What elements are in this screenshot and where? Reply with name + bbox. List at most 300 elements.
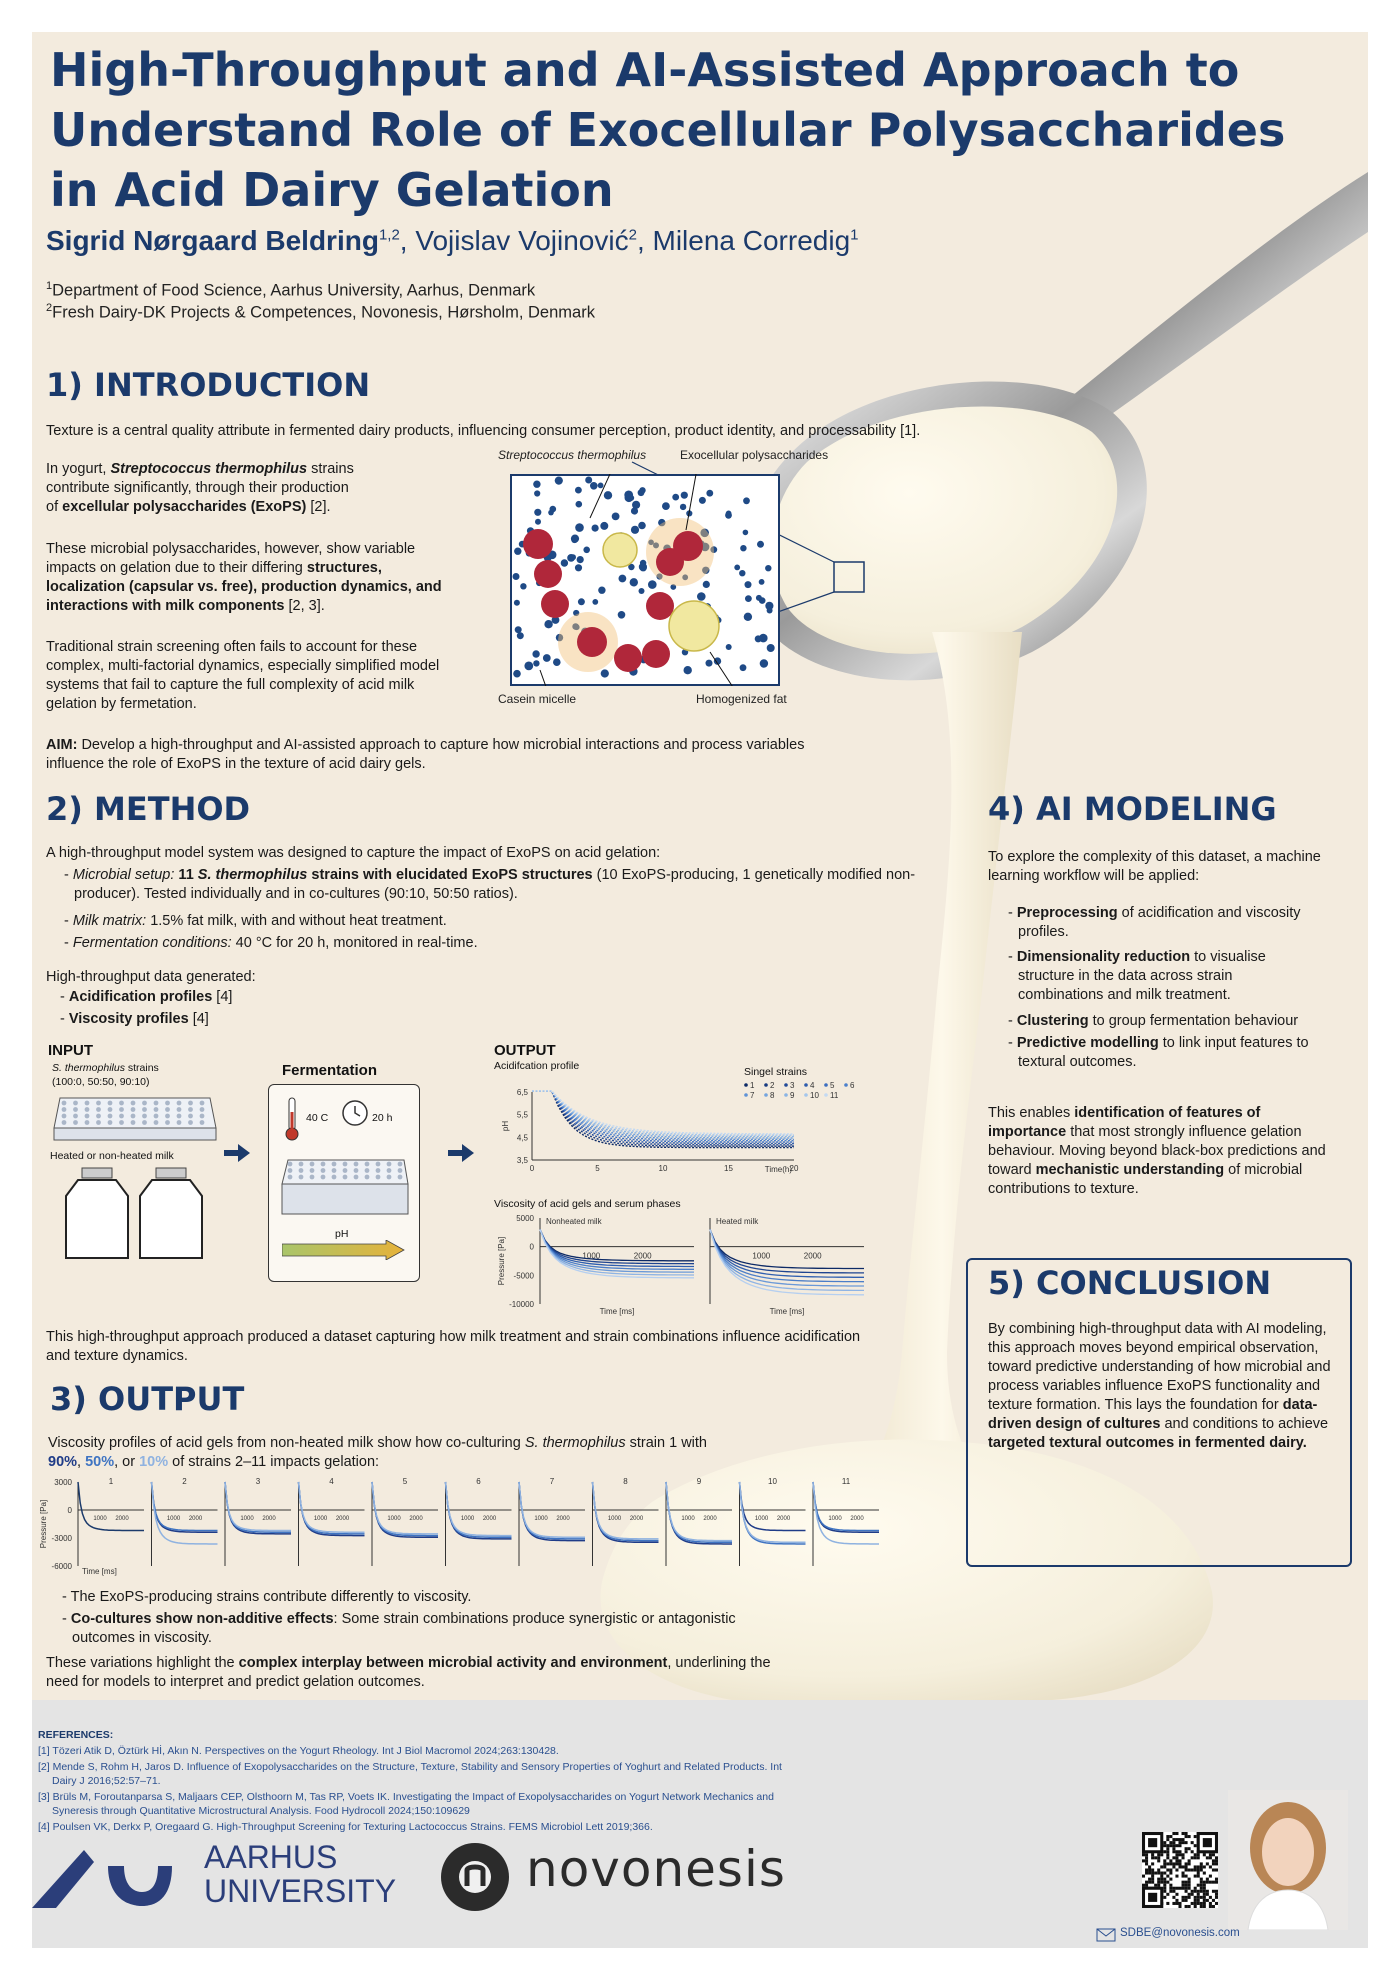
visc-ylabel: Pressure [Pa] [497, 1236, 506, 1286]
output-b2-text: : Some strain combinations produce synergistic or antagonistic outcomes in viscosity. [72, 1611, 736, 1646]
ai-item-4: - Predictive modelling to link input features to textural outcomes. [1008, 1035, 1309, 1070]
qr-module [1185, 1868, 1188, 1871]
visc-panel-title: Heated milk [716, 1217, 759, 1226]
qr-module [1215, 1862, 1218, 1865]
thermometer-icon [282, 1096, 302, 1142]
plate-well [119, 1101, 124, 1106]
panel-series [666, 1482, 732, 1542]
qr-module [1194, 1905, 1197, 1908]
plate-well [119, 1107, 124, 1112]
qr-module [1188, 1887, 1191, 1890]
plate-well [387, 1162, 392, 1167]
casein-particle [726, 644, 732, 650]
casein-particle [759, 634, 768, 643]
panel-series [813, 1482, 879, 1544]
hd-item-2: - Viscosity profiles [4] [60, 1011, 209, 1027]
intro-lead: Texture is a central quality attribute in fermented dairy products, influencing consumer perception, product identity, and processability [1]. [46, 423, 921, 439]
qr-module [1157, 1853, 1160, 1856]
casein-particle [612, 513, 620, 521]
qr-module [1212, 1899, 1215, 1902]
plate-well [299, 1162, 304, 1167]
casein-particle [624, 491, 633, 500]
ai-i2-text: to visualise structure in the data across strain combinations and milk treatment. [1018, 949, 1266, 1003]
qr-module [1209, 1881, 1212, 1884]
qr-module [1203, 1902, 1206, 1905]
qr-module [1172, 1890, 1175, 1893]
visc-ytick: -10000 [509, 1300, 534, 1309]
casein-particle [630, 578, 638, 586]
qr-module [1206, 1878, 1209, 1881]
qr-module [1169, 1844, 1172, 1847]
casein-particle [740, 664, 747, 671]
qr-module [1200, 1868, 1203, 1871]
aarhus-line-1: AARHUS [204, 1839, 338, 1875]
plate-well [365, 1168, 370, 1173]
plate-well [188, 1101, 193, 1106]
casein-particle [648, 580, 657, 589]
milk-bottle-icon-2 [132, 1166, 212, 1262]
ai-i4-text: to link input features to textural outcomes. [1018, 1035, 1309, 1070]
acid-legend-marker [784, 1093, 788, 1097]
qr-module [1212, 1853, 1215, 1856]
qr-module [1203, 1884, 1206, 1887]
viscosity-chart [494, 1212, 914, 1322]
qr-module [1151, 1862, 1154, 1865]
plate-well [154, 1114, 159, 1119]
panel-label: 2 [182, 1477, 187, 1486]
qr-module [1197, 1890, 1200, 1893]
ai-p-bold-2: mechanistic understanding [1035, 1162, 1225, 1178]
visc-xtick: 2000 [633, 1251, 652, 1261]
plate-well [62, 1114, 67, 1119]
qr-module [1200, 1865, 1203, 1868]
input-title: INPUT [48, 1042, 93, 1059]
casein-particle [706, 660, 713, 667]
qr-module [1215, 1859, 1218, 1862]
qr-module [1166, 1850, 1169, 1853]
casein-particle [550, 506, 557, 513]
ai-item-1: - Preprocessing of acidification and viscosity profiles. [1008, 905, 1301, 940]
qr-module [1166, 1875, 1169, 1878]
casein-particle [745, 581, 752, 588]
acid-series-11 [532, 1091, 794, 1134]
conclusion-t1: By combining high-throughput data with AI modeling, this approach moves beyond empirical observation, toward predictive understanding of how microbial and process variables influence ExoPS functionality and texture formation. This lays the foundation for [988, 1321, 1331, 1413]
visc-xtick: 1000 [582, 1251, 601, 1261]
panel-series [299, 1482, 365, 1532]
plate-well [310, 1168, 315, 1173]
qr-module [1197, 1902, 1200, 1905]
ai-i3-text: to group fermentation behaviour [1088, 1013, 1299, 1029]
plate-well [188, 1120, 193, 1125]
plate-well [108, 1120, 113, 1125]
ai-p-c: that most strongly influence gelation behaviour. Moving beyond black-box predictions and toward [988, 1124, 1326, 1178]
acid-xtick: 0 [529, 1164, 535, 1173]
ai-i4-bold: Predictive modelling [1016, 1035, 1159, 1051]
panel-xtick: 1000 [607, 1516, 622, 1522]
casein-particle [575, 523, 584, 532]
qr-module [1163, 1872, 1166, 1875]
acid-series-6 [532, 1091, 794, 1141]
author-1: Sigrid Nørgaard Beldring [46, 225, 379, 256]
panel-xtick: 1000 [681, 1516, 695, 1522]
milk-bottle-icon [58, 1166, 138, 1262]
plate-well [354, 1168, 359, 1173]
qr-module [1166, 1853, 1169, 1856]
qr-module [1175, 1875, 1178, 1878]
qr-module [1166, 1868, 1169, 1871]
qr-module [1160, 1875, 1163, 1878]
qr-module [1191, 1868, 1194, 1871]
visc-series [710, 1230, 864, 1269]
qr-module [1166, 1862, 1169, 1865]
qr-module [1166, 1902, 1169, 1905]
ai-i3-bold: Clustering [1016, 1013, 1089, 1029]
casein-particle [532, 650, 539, 657]
casein-particle [575, 487, 582, 494]
qr-module [1142, 1853, 1145, 1856]
ai-item-3: - Clustering to group fermentation behaviour [1008, 1013, 1299, 1029]
panels-ytick: 0 [67, 1506, 72, 1515]
qr-module [1142, 1859, 1145, 1862]
qr-module [1185, 1832, 1188, 1835]
output-lead [48, 1434, 848, 1472]
qr-module [1200, 1902, 1203, 1905]
casein-particle [514, 600, 520, 606]
output-lead-b: strain 1 with [625, 1435, 707, 1451]
qr-module [1197, 1853, 1200, 1856]
qr-module [1160, 1865, 1163, 1868]
qr-module [1175, 1902, 1178, 1905]
author-3: , Milena Corredig [636, 225, 851, 256]
panel-series [813, 1482, 879, 1531]
plate-well [154, 1101, 159, 1106]
qr-module [1178, 1859, 1181, 1862]
qr-module [1206, 1899, 1209, 1902]
plate-well [365, 1175, 370, 1180]
qr-module [1182, 1865, 1185, 1868]
qr-module [1212, 1881, 1215, 1884]
qr-module [1172, 1862, 1175, 1865]
affiliation-1-sup: 1 [46, 280, 53, 292]
acid-xtick: 20 [789, 1164, 799, 1173]
qr-module [1200, 1884, 1203, 1887]
qr-module [1194, 1835, 1197, 1838]
qr-module [1215, 1890, 1218, 1893]
casein-particle [681, 492, 688, 499]
qr-module [1194, 1865, 1197, 1868]
visc-xlabel: Time [ms] [599, 1307, 635, 1316]
casein-particle [513, 573, 520, 580]
method-bullet-3: - Fermentation conditions: 40 °C for 20 h, monitored in real-time. [64, 935, 478, 951]
title-line-1: High-Throughput and AI-Assisted Approach to [50, 43, 1240, 97]
visc-xtick: 2000 [803, 1251, 822, 1261]
plate-well [62, 1101, 67, 1106]
output-bullet-1: - The ExoPS-producing strains contribute differently to viscosity. [62, 1589, 472, 1605]
qr-module [1182, 1899, 1185, 1902]
qr-module [1194, 1887, 1197, 1890]
aarhus-logo [32, 1836, 172, 1916]
plate-well [119, 1114, 124, 1119]
plate-well [288, 1162, 293, 1167]
casein-particle [760, 659, 768, 667]
qr-module [1194, 1868, 1197, 1871]
qr-module [1151, 1853, 1154, 1856]
qr-module [1151, 1868, 1154, 1871]
panel-series [152, 1482, 218, 1544]
qr-module [1188, 1835, 1191, 1838]
label-exops: Exocellular polysaccharides [680, 448, 829, 462]
ai-item-2: - Dimensionality reduction to visualise structure in the data across strain combinations and milk treatment. [1008, 949, 1266, 1003]
panel-xtick: 2000 [703, 1516, 717, 1522]
casein-particle [743, 530, 749, 536]
ferm-temp: 40 C [306, 1112, 329, 1124]
panel-series [740, 1482, 806, 1531]
casein-particle [533, 660, 539, 666]
method-b3-text: 40 °C for 20 h, monitored in real-time. [231, 935, 478, 951]
qr-module [1212, 1890, 1215, 1893]
output-lead-species: S. thermophilus [524, 1435, 626, 1451]
aim-label: AIM: [46, 737, 78, 753]
affiliation-1-text: Department of Food Science, Aarhus University, Aarhus, Denmark [52, 281, 536, 300]
qr-module [1188, 1893, 1191, 1896]
intro-p2-a: These microbial polysaccharides, however, show variable impacts on gelation due to their differing [46, 541, 416, 576]
qr-module [1154, 1884, 1157, 1887]
qr-module [1157, 1856, 1160, 1859]
aim-text: Develop a high-throughput and AI-assisted approach to capture how microbial interactions and process variables influence the role of ExoPS in the texture of acid dairy gels. [46, 737, 805, 772]
qr-module [1175, 1856, 1178, 1859]
qr-module [1191, 1850, 1194, 1853]
qr-module [1145, 1859, 1148, 1862]
qr-module [1163, 1865, 1166, 1868]
plate-well [343, 1175, 348, 1180]
output-close-b: , underlining the need for models to interpret and predict gelation outcomes. [46, 1655, 771, 1690]
output-closing [46, 1654, 806, 1692]
casein-particle [618, 611, 626, 619]
plate-well [85, 1107, 90, 1112]
plate-well [85, 1114, 90, 1119]
qr-module [1194, 1875, 1197, 1878]
qr-module [1215, 1878, 1218, 1881]
casein-particle [534, 509, 541, 516]
qr-module [1200, 1887, 1203, 1890]
qr-module [1151, 1856, 1154, 1859]
panel-label: 7 [549, 1477, 555, 1486]
plate-well [131, 1120, 136, 1125]
plate-well [165, 1114, 170, 1119]
well-plate-icon [50, 1094, 218, 1144]
qr-module [1200, 1890, 1203, 1893]
plate-well [354, 1175, 359, 1180]
intro-paragraph-1 [46, 460, 356, 517]
acid-legend-marker [824, 1083, 828, 1087]
affiliation-2-sup: 2 [46, 302, 53, 314]
method-lead: A high-throughput model system was designed to capture the impact of ExoPS on acid gelation: [46, 845, 661, 861]
qr-module [1188, 1896, 1191, 1899]
qr-module [1212, 1905, 1215, 1908]
qr-module [1203, 1893, 1206, 1896]
plate-well [154, 1107, 159, 1112]
visc-panel-title: Nonheated milk [546, 1217, 602, 1226]
casein-particle [533, 481, 540, 488]
qr-module [1209, 1853, 1212, 1856]
author-2: , Vojislav Vojinović [399, 225, 629, 256]
panel-xtick: 2000 [188, 1516, 203, 1522]
qr-module [1178, 1862, 1181, 1865]
contact-email[interactable]: SDBE@novonesis.com [1120, 1927, 1240, 1939]
qr-module [1166, 1881, 1169, 1884]
ai-p-bold-1: identification of features of importance [988, 1105, 1261, 1140]
qr-module [1182, 1838, 1185, 1841]
qr-module [1182, 1884, 1185, 1887]
qr-module [1154, 1856, 1157, 1859]
plate-well [288, 1175, 293, 1180]
plate-well [376, 1168, 381, 1173]
panel-xtick: 1000 [166, 1516, 181, 1522]
qr-module [1169, 1872, 1172, 1875]
plate-well [200, 1114, 205, 1119]
plate-well [62, 1120, 67, 1125]
acid-legend-label: 4 [810, 1081, 815, 1090]
ai-i1-text: of acidification and viscosity profiles. [1018, 905, 1301, 940]
label-strep: Streptococcus thermophilus [498, 448, 647, 462]
qr-module [1163, 1896, 1166, 1899]
visc-xlabel: Time [ms] [769, 1307, 805, 1316]
casein-particle [619, 575, 627, 583]
acid-legend-label: 2 [770, 1081, 775, 1090]
affiliation-2 [46, 302, 595, 323]
panel-series [666, 1482, 732, 1544]
acid-legend-marker [764, 1083, 768, 1087]
title-line-2: Understand Role of Exocellular Polysaccharides [50, 103, 1286, 157]
method-bullet-2: - Milk matrix: 1.5% fat milk, with and without heat treatment. [64, 913, 447, 929]
qr-module [1178, 1905, 1181, 1908]
panel-label: 9 [696, 1477, 702, 1486]
casein-particle [535, 519, 541, 525]
plate-well [299, 1175, 304, 1180]
qr-module [1209, 1865, 1212, 1868]
qr-module [1142, 1875, 1145, 1878]
qr-module [1206, 1893, 1209, 1896]
plate-well [200, 1101, 205, 1106]
qr-module [1148, 1865, 1151, 1868]
qr-module [1157, 1868, 1160, 1871]
qr-module [1206, 1862, 1209, 1865]
qr-module [1175, 1844, 1178, 1847]
qr-module [1166, 1838, 1169, 1841]
intro-p1-species: Streptococcus thermophilus [110, 461, 308, 477]
output-close-bold: complex interplay between microbial activity and environment [238, 1655, 668, 1671]
panel-xtick: 1000 [460, 1516, 475, 1522]
panels-ytick: -6000 [51, 1562, 72, 1571]
plate-well [108, 1101, 113, 1106]
qr-module [1163, 1878, 1166, 1881]
panel-label: 3 [255, 1477, 261, 1486]
qr-module [1169, 1868, 1172, 1871]
qr-module [1194, 1902, 1197, 1905]
qr-module [1203, 1890, 1206, 1893]
output-bullet-2: - Co-cultures show non-additive effects: Some strain combinations produce synergistic or antagonistic outcomes in viscosity. [62, 1611, 736, 1646]
plate-well [200, 1120, 205, 1125]
author-2-sup: 2 [628, 226, 637, 244]
qr-module [1148, 1868, 1151, 1871]
pct-10: 10% [139, 1454, 169, 1470]
qr-module [1166, 1835, 1169, 1838]
qr-module [1185, 1850, 1188, 1853]
input-strains: strains [124, 1062, 159, 1074]
qr-module [1160, 1853, 1163, 1856]
qr-module [1182, 1856, 1185, 1859]
qr-module [1200, 1862, 1203, 1865]
panel-xtick: 2000 [850, 1516, 864, 1522]
casein-particle [734, 565, 740, 571]
qr-module [1191, 1841, 1194, 1844]
plate-well [332, 1162, 337, 1167]
qr-module [1172, 1865, 1175, 1868]
qr-module [1151, 1878, 1154, 1881]
bacteria-diagram [510, 474, 780, 686]
acid-legend-marker [804, 1093, 808, 1097]
casein-particle [638, 522, 646, 530]
conclusion-bold-2: targeted textural outcomes in fermented dairy. [988, 1435, 1307, 1451]
panel-series [152, 1482, 218, 1531]
casein-particle [767, 608, 773, 614]
panel-xtick: 2000 [776, 1516, 791, 1522]
fermentation-plate-icon [278, 1156, 412, 1220]
plate-well [177, 1120, 182, 1125]
qr-module [1182, 1832, 1185, 1835]
qr-module [1188, 1881, 1191, 1884]
casein-particle [585, 477, 592, 484]
qr-module [1188, 1868, 1191, 1871]
casein-particle [592, 525, 599, 532]
panel-xtick: 1000 [93, 1516, 107, 1522]
qr-module [1185, 1875, 1188, 1878]
qr-module [1206, 1881, 1209, 1884]
ph-gradient-arrow [282, 1240, 406, 1260]
qr-module [1188, 1859, 1191, 1862]
plate-well [85, 1101, 90, 1106]
qr-module [1212, 1868, 1215, 1871]
poster-title [50, 40, 1350, 220]
plate-well [62, 1107, 67, 1112]
casein-particle [743, 497, 750, 504]
intro-heading: 1) INTRODUCTION [46, 366, 371, 404]
acid-legend-marker [804, 1083, 808, 1087]
ai-paragraph [988, 1104, 1328, 1199]
qr-module [1169, 1887, 1172, 1890]
qr-module [1160, 1878, 1163, 1881]
plate-well [131, 1107, 136, 1112]
plate-well [154, 1120, 159, 1125]
references-footer [32, 1700, 1368, 1948]
qr-module [1169, 1890, 1172, 1893]
qr-module [1148, 1881, 1151, 1884]
panel-series [519, 1482, 585, 1541]
plate-well [108, 1114, 113, 1119]
qr-module [1197, 1884, 1200, 1887]
ai-heading: 4) AI MODELING [988, 790, 1277, 828]
panel-series [740, 1482, 806, 1542]
qr-module [1185, 1905, 1188, 1908]
casein-particle [575, 564, 582, 571]
qr-module [1175, 1893, 1178, 1896]
plate-well [85, 1120, 90, 1125]
plate-well [288, 1168, 293, 1173]
qr-module [1182, 1896, 1185, 1899]
qr-module [1203, 1881, 1206, 1884]
qr-module [1188, 1884, 1191, 1887]
qr-module [1185, 1896, 1188, 1899]
